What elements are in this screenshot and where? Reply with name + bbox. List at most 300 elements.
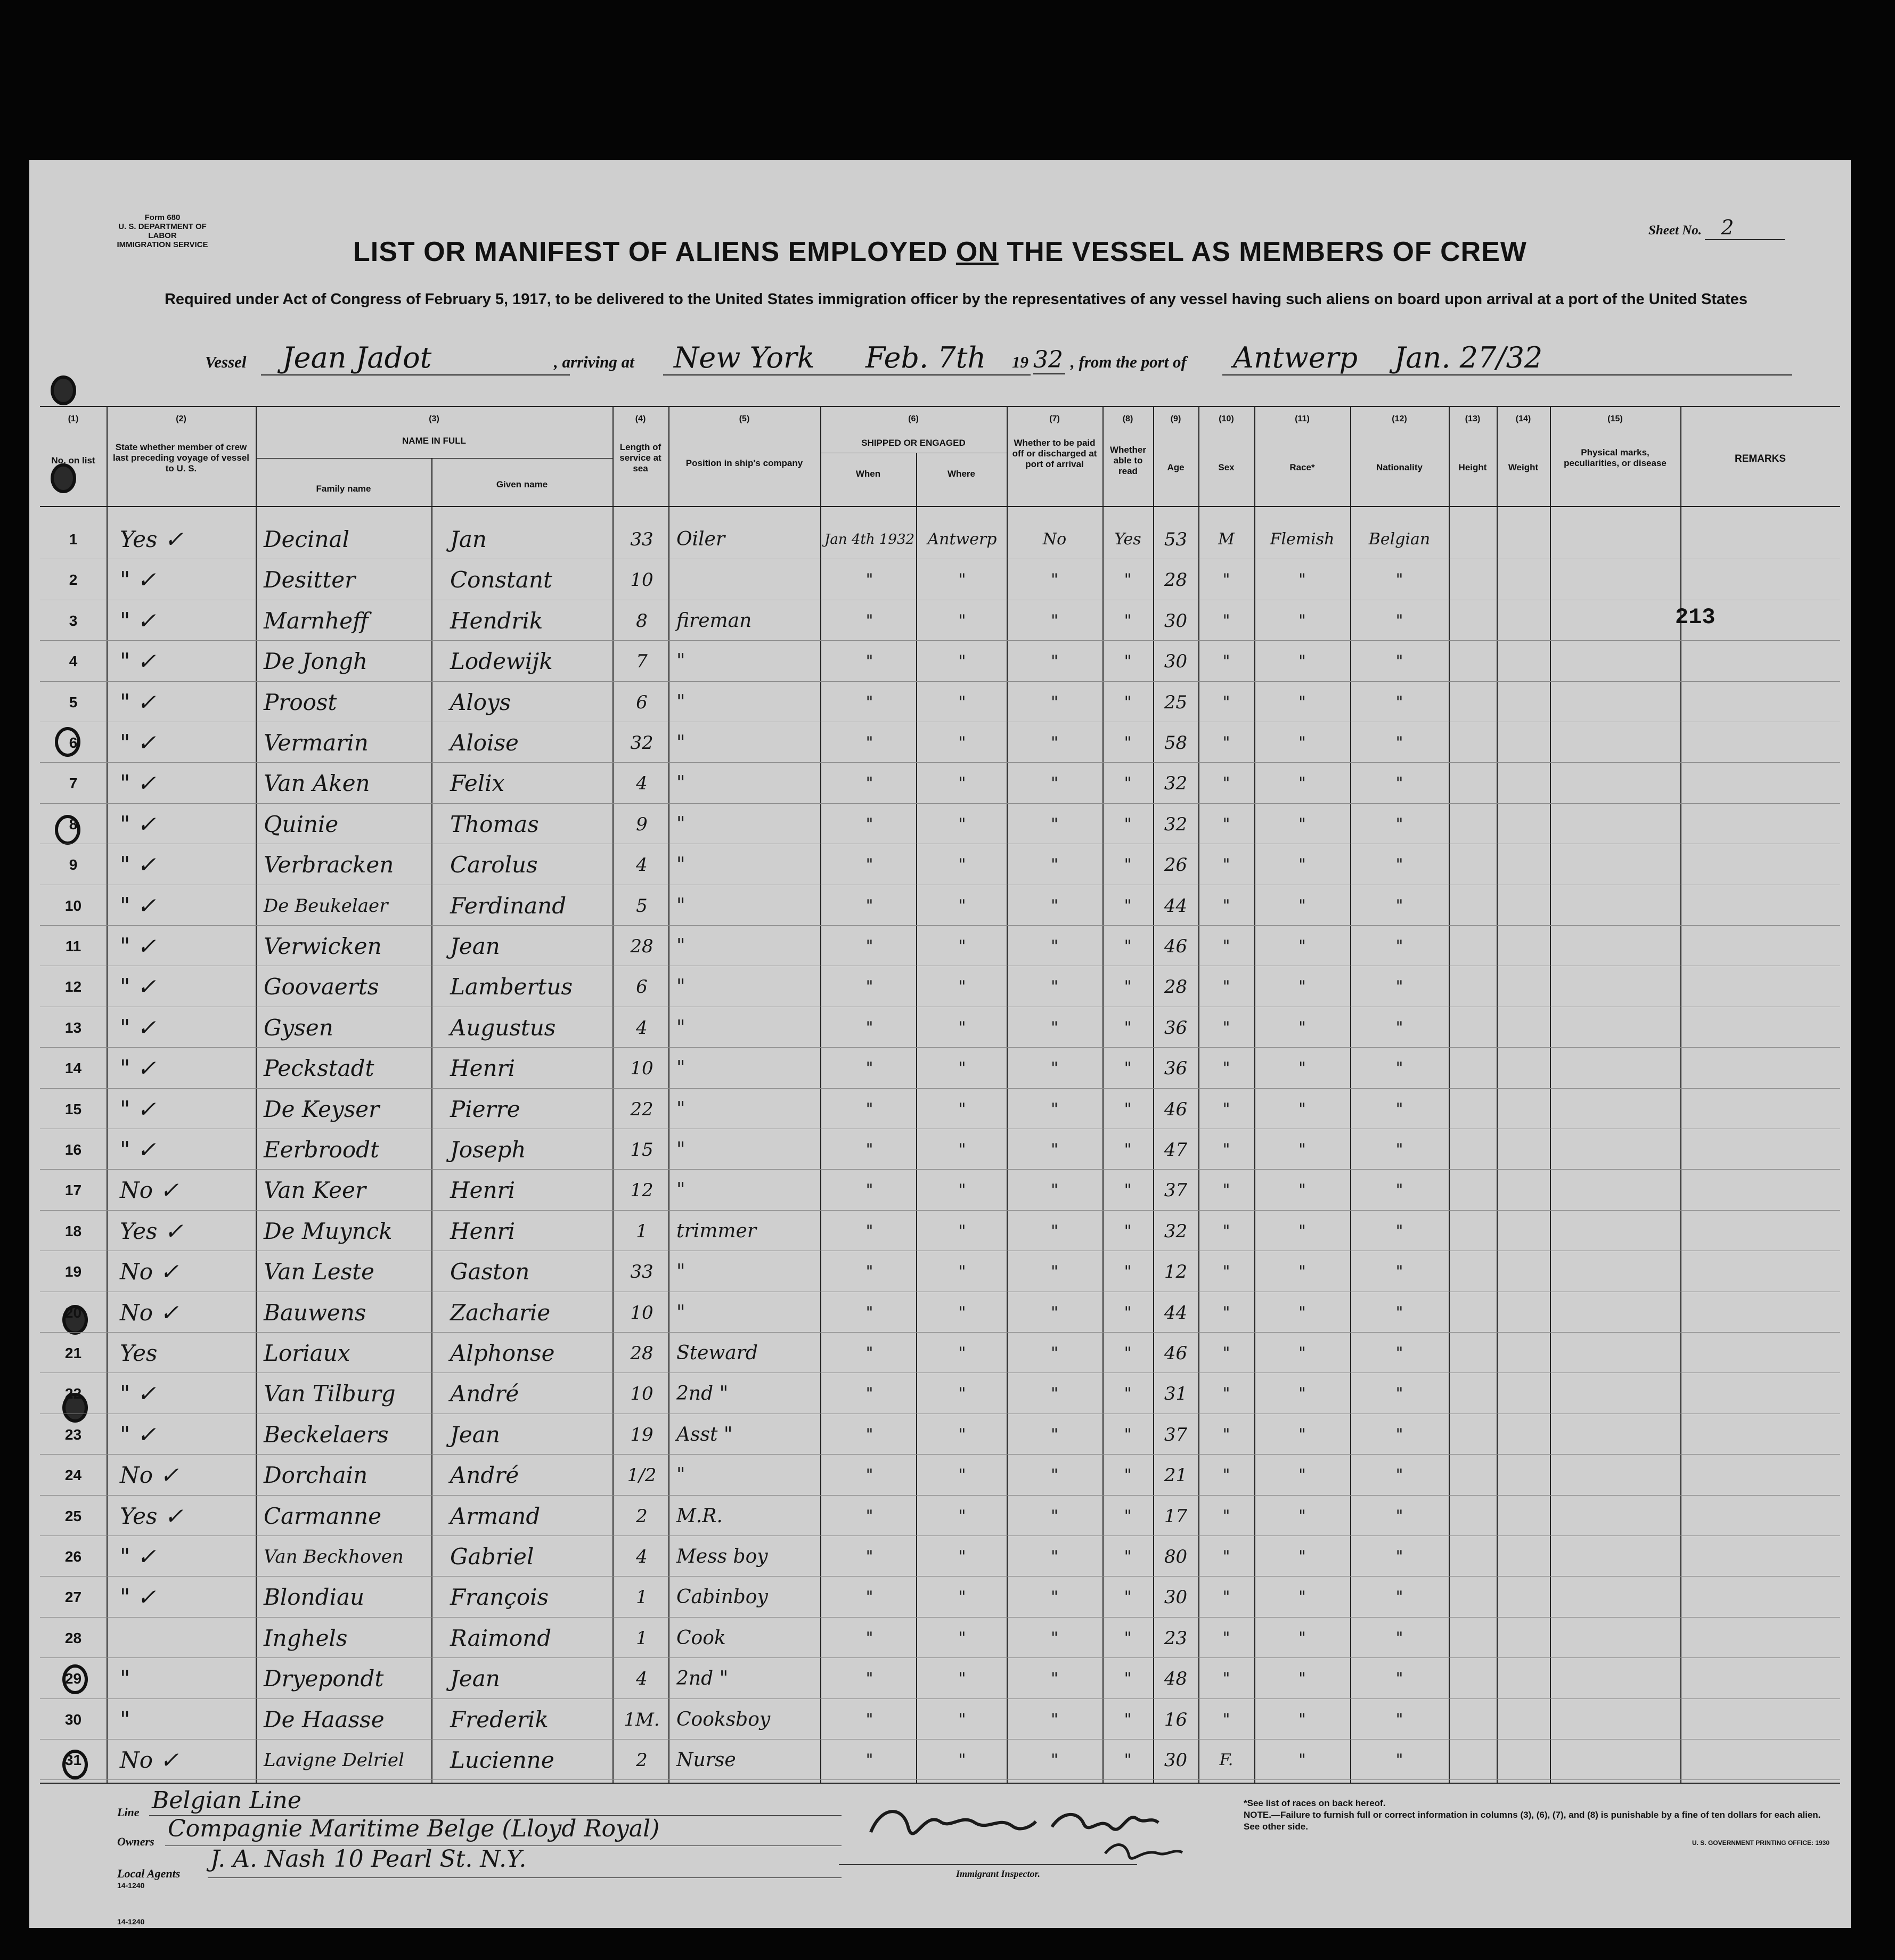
given-name: Raimond xyxy=(450,1624,552,1651)
nationality: " xyxy=(1395,814,1403,834)
given-name: Felix xyxy=(450,770,505,797)
paid-off: " xyxy=(1051,611,1058,630)
family-name: Van Keer xyxy=(264,1177,366,1204)
shipped-when: " xyxy=(865,1588,873,1607)
paid-off: " xyxy=(1051,1669,1058,1688)
nationality: " xyxy=(1395,1303,1403,1322)
race: Flemish xyxy=(1270,530,1335,549)
col-shipped-engaged: SHIPPED OR ENGAGED xyxy=(861,438,966,448)
shipped-when: " xyxy=(865,1547,873,1566)
paid-off: " xyxy=(1051,570,1058,590)
col-age: Age xyxy=(1167,462,1185,472)
given-name: Augustus xyxy=(450,1014,556,1041)
age: 46 xyxy=(1164,1343,1188,1364)
vessel-name: Jean Jadot xyxy=(261,341,570,375)
sex: F. xyxy=(1219,1751,1234,1769)
position: Nurse xyxy=(676,1749,736,1771)
sex: " xyxy=(1222,1384,1230,1403)
age: 28 xyxy=(1164,569,1188,591)
paid-off: " xyxy=(1051,977,1058,997)
col-prev-voyage: State whether member of crew last preceding voyage of vessel to U. S. xyxy=(112,442,250,473)
prev-voyage: " ✓ xyxy=(120,730,156,756)
given-name: Lambertus xyxy=(450,974,573,1000)
able-to-read: " xyxy=(1124,1588,1132,1607)
paid-off: " xyxy=(1051,937,1058,956)
row-number: 11 xyxy=(65,938,81,954)
position: " xyxy=(676,1261,685,1283)
given-name: Lucienne xyxy=(450,1747,554,1773)
prev-voyage: " ✓ xyxy=(120,933,156,959)
row-number: 27 xyxy=(64,1589,82,1606)
paid-off: " xyxy=(1051,1099,1058,1118)
local-agents-value: J. A. Nash 10 Pearl St. N.Y. xyxy=(210,1845,527,1873)
paid-off: " xyxy=(1051,855,1058,875)
sex: " xyxy=(1222,611,1230,630)
family-name: Verwicken xyxy=(264,933,382,959)
row-number: 19 xyxy=(64,1263,82,1280)
age: 32 xyxy=(1164,1220,1188,1242)
nationality: " xyxy=(1395,1628,1403,1647)
shipped-when: " xyxy=(865,1628,873,1647)
given-name: Joseph xyxy=(450,1137,526,1163)
sex: " xyxy=(1222,896,1230,915)
row-number: 21 xyxy=(64,1345,82,1361)
departure-port-date: Antwerp Jan. 27/32 xyxy=(1222,341,1792,375)
family-name: Decinal xyxy=(264,526,350,552)
paid-off: " xyxy=(1051,692,1058,712)
family-name: Desitter xyxy=(264,567,356,593)
shipped-where: " xyxy=(958,1140,966,1159)
age: 37 xyxy=(1164,1424,1188,1446)
paid-off: " xyxy=(1051,1751,1058,1769)
sex: M xyxy=(1218,530,1235,549)
able-to-read: " xyxy=(1124,652,1132,671)
able-to-read: " xyxy=(1124,1099,1132,1118)
nationality: " xyxy=(1395,611,1403,630)
row-number: 9 xyxy=(69,856,78,873)
position: Cabinboy xyxy=(676,1586,768,1608)
shipped-when: " xyxy=(865,855,873,875)
nationality: " xyxy=(1395,1140,1403,1159)
position: fireman xyxy=(676,609,752,632)
arrival-date: Feb. 7th xyxy=(844,341,1031,375)
race: " xyxy=(1298,1425,1306,1444)
shipped-when: " xyxy=(865,1669,873,1688)
length-of-service: 10 xyxy=(630,1058,654,1080)
shipped-where: " xyxy=(958,774,966,793)
given-name: Lodewijk xyxy=(450,648,553,675)
sex: " xyxy=(1222,692,1230,712)
position: " xyxy=(676,1057,685,1080)
able-to-read: " xyxy=(1124,1425,1132,1444)
paid-off: " xyxy=(1051,1547,1058,1566)
given-name: Hendrik xyxy=(450,607,543,634)
able-to-read: " xyxy=(1124,774,1132,793)
nationality: " xyxy=(1395,977,1403,997)
race: " xyxy=(1298,1384,1306,1403)
length-of-service: 1/2 xyxy=(627,1465,657,1487)
row-number: 7 xyxy=(69,775,78,792)
row-number: 15 xyxy=(64,1100,82,1117)
shipped-when: " xyxy=(865,570,873,590)
shipped-where: " xyxy=(958,814,966,834)
prev-voyage: " ✓ xyxy=(120,811,156,837)
length-of-service: 6 xyxy=(636,976,648,998)
age: 23 xyxy=(1164,1627,1188,1649)
able-to-read: " xyxy=(1124,896,1132,915)
length-of-service: 12 xyxy=(630,1180,654,1202)
prev-voyage: " ✓ xyxy=(120,1584,156,1611)
prev-voyage: " ✓ xyxy=(120,852,156,878)
prev-voyage: No ✓ xyxy=(120,1259,179,1285)
nationality: " xyxy=(1395,1344,1403,1362)
shipped-when: " xyxy=(865,1303,873,1322)
prev-voyage: " ✓ xyxy=(120,567,156,593)
age: 16 xyxy=(1164,1709,1188,1730)
paid-off: " xyxy=(1051,1303,1058,1322)
sex: " xyxy=(1222,1181,1230,1200)
shipped-where: " xyxy=(958,855,966,875)
age: 32 xyxy=(1164,773,1188,795)
shipped-where: " xyxy=(958,1303,966,1322)
race: " xyxy=(1298,1547,1306,1566)
given-name: Jean xyxy=(450,933,500,959)
able-to-read: " xyxy=(1124,937,1132,956)
nationality: " xyxy=(1395,855,1403,875)
row-number: 24 xyxy=(64,1467,82,1484)
nationality: " xyxy=(1395,692,1403,712)
position: " xyxy=(676,1098,685,1120)
sex: " xyxy=(1222,1099,1230,1118)
row-number: 26 xyxy=(64,1548,82,1565)
race: " xyxy=(1298,814,1306,834)
position: " xyxy=(676,1139,685,1161)
race: " xyxy=(1298,692,1306,712)
shipped-when: " xyxy=(865,1181,873,1200)
paid-off: " xyxy=(1051,774,1058,793)
family-name: Van Beckhoven xyxy=(264,1546,404,1567)
sheet-number: Sheet No. 2 xyxy=(1648,216,1785,240)
position: Oiler xyxy=(676,528,725,550)
age: 12 xyxy=(1164,1261,1188,1283)
race: " xyxy=(1298,1018,1306,1037)
able-to-read: Yes xyxy=(1114,530,1141,549)
length-of-service: 10 xyxy=(630,569,654,591)
sex: " xyxy=(1222,1710,1230,1729)
shipped-when: " xyxy=(865,652,873,671)
shipped-where: " xyxy=(958,896,966,915)
family-name: De Keyser xyxy=(264,1096,380,1122)
shipped-when: " xyxy=(865,1221,873,1240)
length-of-service: 6 xyxy=(636,691,648,713)
family-name: Van Leste xyxy=(264,1259,374,1285)
shipped-where: " xyxy=(958,1506,966,1525)
family-name: De Jongh xyxy=(264,648,367,675)
family-name: De Beukelaer xyxy=(264,895,388,917)
sex: " xyxy=(1222,652,1230,671)
col-able-read: Whether able to read xyxy=(1110,445,1146,476)
prev-voyage: " ✓ xyxy=(120,1544,156,1570)
nationality: " xyxy=(1395,1262,1403,1281)
sex: " xyxy=(1222,1059,1230,1078)
age: 37 xyxy=(1164,1180,1188,1202)
line-value: Belgian Line xyxy=(152,1787,301,1814)
position: " xyxy=(676,854,685,876)
position: trimmer xyxy=(676,1220,756,1242)
row-number: 14 xyxy=(64,1060,82,1077)
position: " xyxy=(676,732,685,754)
able-to-read: " xyxy=(1124,1466,1132,1485)
arrival-year: 32 xyxy=(1033,346,1065,374)
paid-off: " xyxy=(1051,1710,1058,1729)
able-to-read: " xyxy=(1124,1059,1132,1078)
row-number: 31 xyxy=(64,1752,82,1768)
given-name: Carolus xyxy=(450,852,538,878)
paid-off: " xyxy=(1051,1384,1058,1403)
paid-off: " xyxy=(1051,814,1058,834)
length-of-service: 4 xyxy=(636,1017,648,1039)
paid-off: No xyxy=(1042,530,1067,549)
given-name: Henri xyxy=(450,1218,516,1244)
paid-off: " xyxy=(1051,1221,1058,1240)
prev-voyage: No ✓ xyxy=(120,1462,179,1489)
sex: " xyxy=(1222,1425,1230,1444)
sex: " xyxy=(1222,1547,1230,1566)
shipped-when: " xyxy=(865,611,873,630)
prev-voyage: " ✓ xyxy=(120,607,156,634)
family-name: Dorchain xyxy=(264,1462,368,1489)
paid-off: " xyxy=(1051,733,1058,752)
family-name: Inghels xyxy=(264,1624,348,1651)
nationality: " xyxy=(1395,733,1403,752)
position: " xyxy=(676,1301,685,1324)
shipped-where: " xyxy=(958,652,966,671)
family-name: Proost xyxy=(264,689,337,715)
punch-hole xyxy=(51,375,76,405)
able-to-read: " xyxy=(1124,1669,1132,1688)
prev-voyage xyxy=(120,1618,253,1659)
able-to-read: " xyxy=(1124,1384,1132,1403)
row-number: 6 xyxy=(69,734,78,751)
age: 32 xyxy=(1164,813,1188,835)
race: " xyxy=(1298,1751,1306,1769)
form-info: Form 680 U. S. DEPARTMENT OF LABOR IMMIGRATION SERVICE xyxy=(117,213,208,249)
length-of-service: 33 xyxy=(630,1261,654,1283)
age: 46 xyxy=(1164,936,1188,957)
race: " xyxy=(1298,1181,1306,1200)
nationality: " xyxy=(1395,1710,1403,1729)
prev-voyage: " ✓ xyxy=(120,689,156,715)
length-of-service: 1 xyxy=(636,1587,648,1608)
nationality: " xyxy=(1395,1425,1403,1444)
age: 58 xyxy=(1164,732,1188,754)
prev-voyage: " ✓ xyxy=(120,1137,156,1163)
shipped-where: " xyxy=(958,1628,966,1647)
shipped-where: " xyxy=(958,1710,966,1729)
family-name: Gysen xyxy=(264,1014,333,1041)
nationality: " xyxy=(1395,1018,1403,1037)
length-of-service: 7 xyxy=(636,651,648,673)
prev-voyage: " ✓ xyxy=(120,770,156,797)
length-of-service: 28 xyxy=(630,936,654,957)
age: 44 xyxy=(1164,895,1188,917)
race: " xyxy=(1298,1221,1306,1240)
able-to-read: " xyxy=(1124,570,1132,590)
shipped-where: " xyxy=(958,1262,966,1281)
col-where: Where xyxy=(948,469,975,479)
race: " xyxy=(1298,1344,1306,1362)
notes: *See list of races on back hereof. NOTE.—Failure to furnish full or correct information in columns (3), (6), (7), and (8) is punishable by a fine of ten dollars for each alien. See other side. U. S. GOVERNMENT PRINTING OFFICE: 1930 xyxy=(1244,1798,1829,1847)
paid-off: " xyxy=(1051,652,1058,671)
sex: " xyxy=(1222,1303,1230,1322)
col-length-service: Length of service at sea xyxy=(619,442,661,473)
race: " xyxy=(1298,1710,1306,1729)
length-of-service: 1 xyxy=(636,1627,648,1649)
race: " xyxy=(1298,977,1306,997)
shipped-when: " xyxy=(865,1384,873,1403)
shipped-where: Antwerp xyxy=(927,530,997,549)
family-name: De Muynck xyxy=(264,1218,393,1244)
given-name: Jan xyxy=(450,526,487,552)
position: " xyxy=(676,691,685,713)
given-name: Alphonse xyxy=(450,1340,555,1366)
page-title: LIST OR MANIFEST OF ALIENS EMPLOYED ON THE VESSEL AS MEMBERS OF CREW xyxy=(353,236,1527,267)
prev-voyage: No ✓ xyxy=(120,1299,179,1326)
row-number: 23 xyxy=(64,1426,82,1443)
nationality: " xyxy=(1395,1221,1403,1240)
row-number: 16 xyxy=(64,1141,82,1158)
position: " xyxy=(676,650,685,673)
col-physical-marks: Physical marks, peculiarities, or disease xyxy=(1564,447,1667,468)
race: " xyxy=(1298,937,1306,956)
shipped-where: " xyxy=(958,1181,966,1200)
able-to-read: " xyxy=(1124,1140,1132,1159)
nationality: " xyxy=(1395,1751,1403,1769)
shipped-when: " xyxy=(865,1506,873,1525)
family-name: Blondiau xyxy=(264,1584,365,1611)
prev-voyage: " ✓ xyxy=(120,1014,156,1041)
family-name: Dryepondt xyxy=(264,1665,384,1692)
shipped-when: " xyxy=(865,1018,873,1037)
length-of-service: 5 xyxy=(636,895,648,917)
shipped-where: " xyxy=(958,1547,966,1566)
sex: " xyxy=(1222,1628,1230,1647)
age: 21 xyxy=(1164,1465,1188,1487)
col-nationality: Nationality xyxy=(1376,462,1423,472)
shipped-where: " xyxy=(958,570,966,590)
row-number: 20 xyxy=(64,1304,82,1321)
family-name: Carmanne xyxy=(264,1502,382,1529)
nationality: " xyxy=(1395,896,1403,915)
length-of-service: 2 xyxy=(636,1505,648,1527)
nationality: " xyxy=(1395,774,1403,793)
paid-off: " xyxy=(1051,1466,1058,1485)
age: 48 xyxy=(1164,1668,1188,1690)
nationality: " xyxy=(1395,1059,1403,1078)
family-name: Peckstadt xyxy=(264,1055,374,1082)
race: " xyxy=(1298,611,1306,630)
shipped-where: " xyxy=(958,733,966,752)
position: " xyxy=(676,1179,685,1202)
col-name-in-full: NAME IN FULL xyxy=(402,436,466,446)
paid-off: " xyxy=(1051,1628,1058,1647)
given-name: Frederik xyxy=(450,1706,549,1733)
paid-off: " xyxy=(1051,1262,1058,1281)
shipped-when: " xyxy=(865,1262,873,1281)
age: 30 xyxy=(1164,1587,1188,1608)
shipped-where: " xyxy=(958,1669,966,1688)
col-remarks: REMARKS xyxy=(1734,453,1786,464)
family-name: Quinie xyxy=(264,811,339,837)
nationality: " xyxy=(1395,1466,1403,1485)
given-name: François xyxy=(450,1584,549,1611)
sex: " xyxy=(1222,1221,1230,1240)
prev-voyage: " ✓ xyxy=(120,892,156,919)
race: " xyxy=(1298,1140,1306,1159)
nationality: " xyxy=(1395,570,1403,590)
race: " xyxy=(1298,855,1306,875)
age: 53 xyxy=(1164,529,1188,550)
row-number: 12 xyxy=(64,978,82,995)
length-of-service: 1 xyxy=(636,1220,648,1242)
paid-off: " xyxy=(1051,1181,1058,1200)
paid-off: " xyxy=(1051,1344,1058,1362)
shipped-when: " xyxy=(865,1140,873,1159)
nationality: " xyxy=(1395,1669,1403,1688)
shipped-where: " xyxy=(958,611,966,630)
shipped-when: " xyxy=(865,1466,873,1485)
position: Asst " xyxy=(676,1423,733,1446)
prev-voyage: " xyxy=(120,1665,130,1692)
given-name: Constant xyxy=(450,567,552,593)
given-name: Aloys xyxy=(450,689,511,715)
length-of-service: 33 xyxy=(630,529,654,550)
sex: " xyxy=(1222,1344,1230,1362)
paid-off: " xyxy=(1051,1588,1058,1607)
nationality: " xyxy=(1395,937,1403,956)
sex: " xyxy=(1222,1018,1230,1037)
subtitle: Required under Act of Congress of February 5, 1917, to be delivered to the United States immigration officer by the representatives of any vessel having such aliens on board upon arrival at a port of the United States xyxy=(164,291,1748,308)
punch-hole xyxy=(51,463,76,493)
family-name: Vermarin xyxy=(264,730,369,756)
able-to-read: " xyxy=(1124,1018,1132,1037)
sex: " xyxy=(1222,1140,1230,1159)
family-name: Bauwens xyxy=(264,1299,366,1326)
shipped-where: " xyxy=(958,1751,966,1769)
sex: " xyxy=(1222,570,1230,590)
row-number: 13 xyxy=(64,1019,82,1036)
row-number: 18 xyxy=(64,1222,82,1239)
shipped-when: " xyxy=(865,1710,873,1729)
prev-voyage: Yes ✓ xyxy=(120,1218,184,1244)
col-given-name: Given name xyxy=(496,479,548,489)
length-of-service: 32 xyxy=(630,732,654,754)
given-name: Gaston xyxy=(450,1259,530,1285)
family-name: Beckelaers xyxy=(264,1421,389,1448)
vessel-line: Vessel Jean Jadot , arriving at New York Feb. 7th 19 32 , from the port of Antwerp Jan. 27/32 xyxy=(205,353,1803,385)
paid-off: " xyxy=(1051,1140,1058,1159)
col-when: When xyxy=(855,469,881,479)
family-name: Marnheff xyxy=(264,607,369,634)
shipped-when: " xyxy=(865,692,873,712)
race: " xyxy=(1298,1588,1306,1607)
row-number: 8 xyxy=(69,815,78,832)
row-number: 1 xyxy=(69,531,78,548)
family-name: Goovaerts xyxy=(264,974,379,1000)
able-to-read: " xyxy=(1124,1547,1132,1566)
row-number: 28 xyxy=(64,1629,82,1646)
length-of-service: 9 xyxy=(636,813,648,835)
